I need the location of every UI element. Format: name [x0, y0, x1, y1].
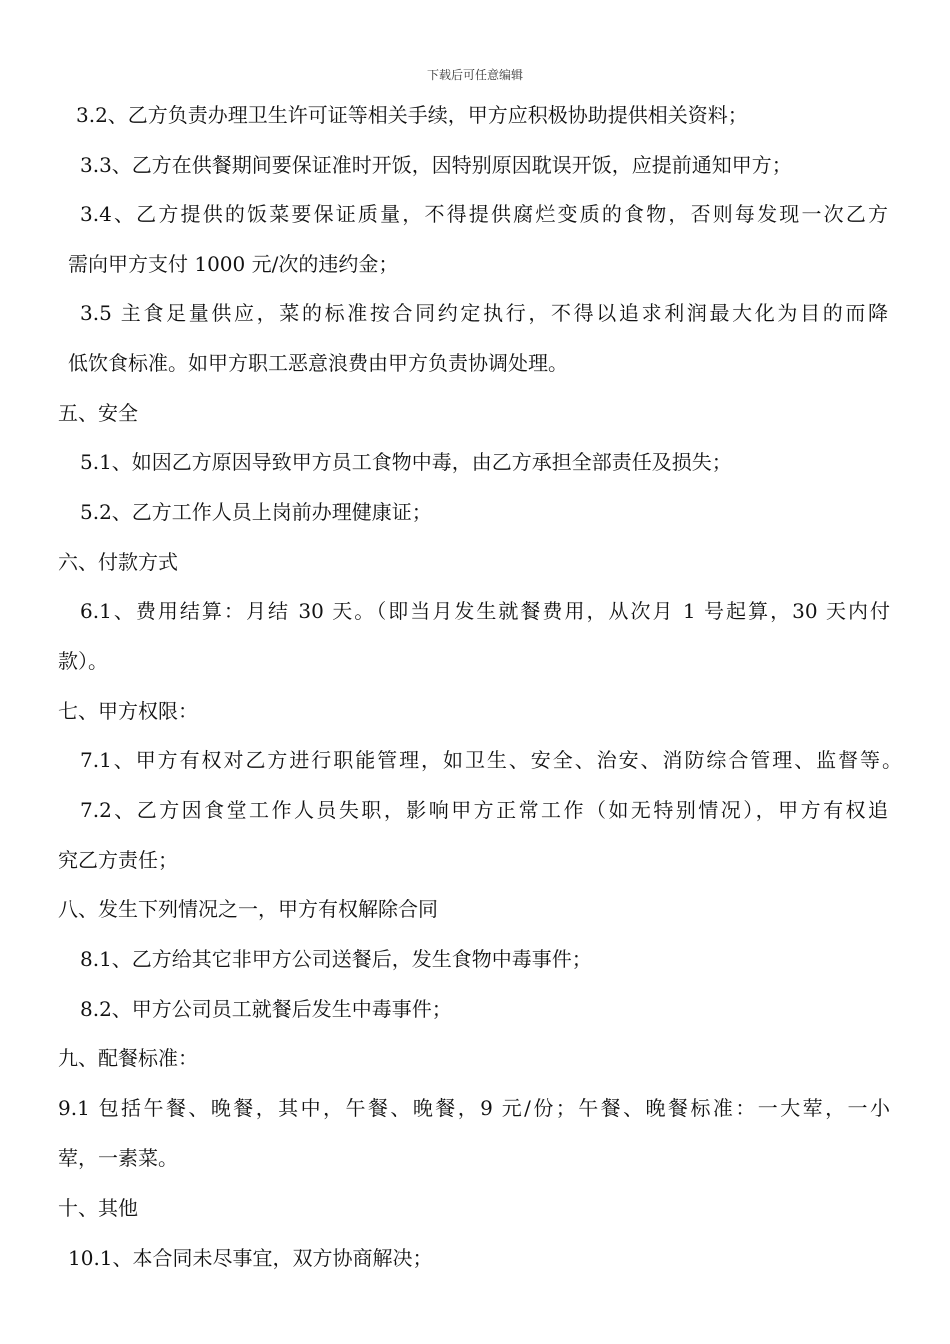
clause-3-3: 3.3、乙方在供餐期间要保证准时开饭，因特别原因耽误开饭，应提前通知甲方； — [80, 153, 792, 177]
section-10-heading: 十、其他 — [58, 1196, 138, 1220]
header-note: 下载后可任意编辑 — [426, 68, 523, 82]
section-7-heading: 七、甲方权限： — [58, 699, 198, 723]
section-8-heading: 八、发生下列情况之一，甲方有权解除合同 — [58, 897, 438, 921]
clause-10-1: 10.1、本合同未尽事宜，双方协商解决； — [68, 1246, 433, 1270]
clause-5-1: 5.1、如因乙方原因导致甲方员工食物中毒，由乙方承担全部责任及损失； — [80, 450, 732, 474]
clause-8-2: 8.2、甲方公司员工就餐后发生中毒事件； — [80, 997, 452, 1021]
section-5-heading: 五、安全 — [58, 401, 138, 425]
clause-8-1: 8.1、乙方给其它非甲方公司送餐后，发生食物中毒事件； — [80, 947, 592, 971]
clause-9-1-line-2: 荤，一素菜。 — [58, 1146, 178, 1170]
clause-7-2-line-2: 究乙方责任； — [58, 848, 178, 872]
clause-6-1-line-1: 6.1、费用结算：月结 30 天。（即当月发生就餐费用，从次月 1 号起算，30 天内付 — [80, 599, 890, 623]
clause-7-2-line-1: 7.2、乙方因食堂工作人员失职，影响甲方正常工作（如无特别情况），甲方有权追 — [80, 798, 888, 822]
clause-3-2: 3.2、乙方负责办理卫生许可证等相关手续，甲方应积极协助提供相关资料； — [76, 103, 748, 127]
section-6-heading: 六、付款方式 — [58, 550, 178, 574]
clause-3-4-line-2: 需向甲方支付 1000 元/次的违约金； — [68, 252, 399, 276]
clause-5-2: 5.2、乙方工作人员上岗前办理健康证； — [80, 500, 432, 524]
clause-3-4-line-1: 3.4、乙方提供的饭菜要保证质量，不得提供腐烂变质的食物，否则每发现一次乙方 — [80, 202, 888, 226]
clause-9-1-line-1: 9.1 包括午餐、晚餐，其中，午餐、晚餐，9 元/份；午餐、晚餐标准：一大荤，一小 — [58, 1096, 890, 1120]
clause-6-1-line-2: 款）。 — [58, 649, 108, 673]
section-9-heading: 九、配餐标准： — [58, 1046, 198, 1070]
clause-3-5-line-2: 低饮食标准。如甲方职工恶意浪费由甲方负责协调处理。 — [68, 351, 568, 375]
clause-3-5-line-1: 3.5 主食足量供应，菜的标准按合同约定执行，不得以追求利润最大化为目的而降 — [80, 301, 888, 325]
clause-7-1: 7.1、甲方有权对乙方进行职能管理，如卫生、安全、治安、消防综合管理、监督等。 — [80, 748, 902, 772]
